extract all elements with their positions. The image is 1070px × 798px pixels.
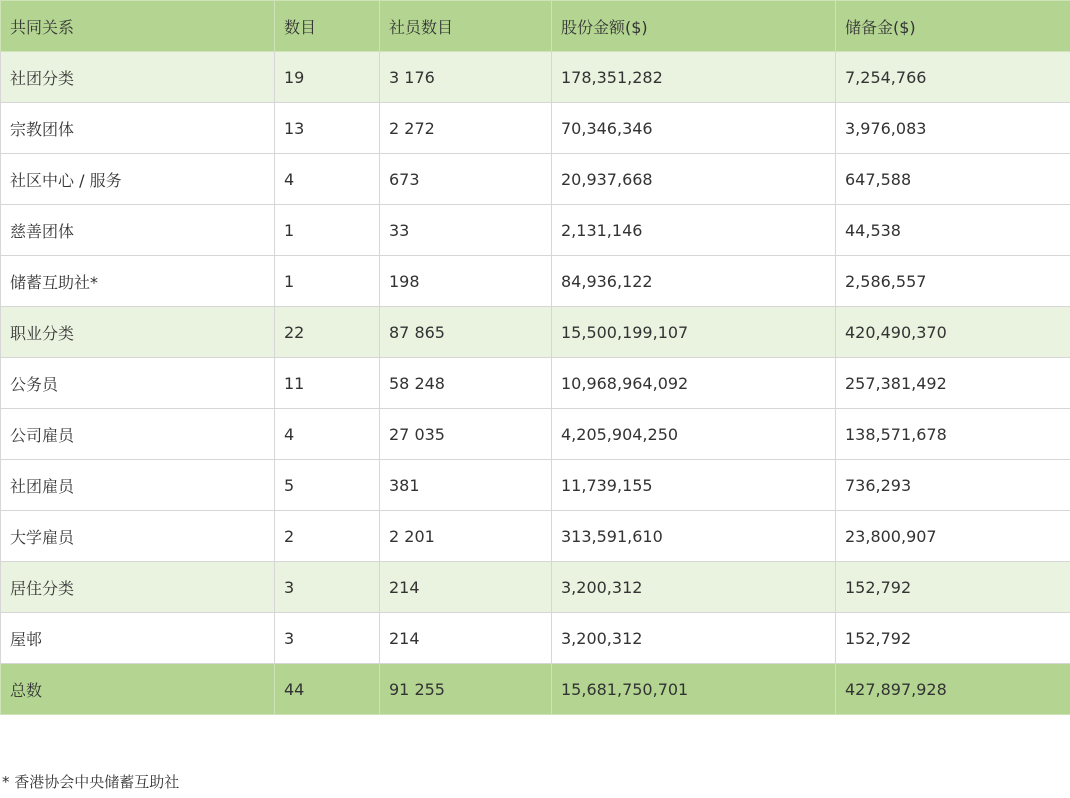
cell-shares: 70,346,346 xyxy=(552,103,836,154)
cell-members: 87 865 xyxy=(380,307,552,358)
table-total-row xyxy=(1,664,1070,715)
cell-count: 2 xyxy=(275,511,380,562)
cell-shares: 2,131,146 xyxy=(552,205,836,256)
table-category-row xyxy=(1,562,1070,613)
cell-reserves: 427,897,928 xyxy=(836,664,1070,715)
table-row xyxy=(1,460,1070,511)
table-category-row xyxy=(1,307,1070,358)
cell-reserves: 3,976,083 xyxy=(836,103,1070,154)
table-body xyxy=(1,52,1070,715)
cell-members: 27 035 xyxy=(380,409,552,460)
cell-count: 4 xyxy=(275,154,380,205)
cell-shares: 10,968,964,092 xyxy=(552,358,836,409)
table-category-row xyxy=(1,52,1070,103)
header-reserves: 储备金($) xyxy=(836,1,1070,52)
cell-members: 33 xyxy=(380,205,552,256)
cell-members: 2 272 xyxy=(380,103,552,154)
cell-members: 91 255 xyxy=(380,664,552,715)
table-row xyxy=(1,103,1070,154)
cell-reserves: 23,800,907 xyxy=(836,511,1070,562)
header-common-bond: 共同关系 xyxy=(1,1,275,52)
cell-reserves: 152,792 xyxy=(836,613,1070,664)
table-row xyxy=(1,409,1070,460)
header-count: 数目 xyxy=(275,1,380,52)
cell-members: 381 xyxy=(380,460,552,511)
cell-reserves: 420,490,370 xyxy=(836,307,1070,358)
cell-common-bond: 居住分类 xyxy=(1,562,275,613)
cell-members: 2 201 xyxy=(380,511,552,562)
cell-members: 58 248 xyxy=(380,358,552,409)
cell-members: 214 xyxy=(380,613,552,664)
cell-common-bond: 慈善团体 xyxy=(1,205,275,256)
cell-common-bond: 大学雇员 xyxy=(1,511,275,562)
table-row xyxy=(1,358,1070,409)
cell-common-bond: 社区中心 / 服务 xyxy=(1,154,275,205)
cell-shares: 20,937,668 xyxy=(552,154,836,205)
cell-count: 1 xyxy=(275,205,380,256)
cell-common-bond: 宗教团体 xyxy=(1,103,275,154)
cell-count: 22 xyxy=(275,307,380,358)
header-shares: 股份金额($) xyxy=(552,1,836,52)
cell-common-bond: 公务员 xyxy=(1,358,275,409)
cell-reserves: 152,792 xyxy=(836,562,1070,613)
footnote: * 香港协会中央储蓄互助社 xyxy=(2,773,180,791)
cell-reserves: 138,571,678 xyxy=(836,409,1070,460)
cell-common-bond: 社团雇员 xyxy=(1,460,275,511)
cell-reserves: 7,254,766 xyxy=(836,52,1070,103)
table-row xyxy=(1,613,1070,664)
cell-common-bond: 社团分类 xyxy=(1,52,275,103)
cell-reserves: 647,588 xyxy=(836,154,1070,205)
table-row xyxy=(1,205,1070,256)
cell-common-bond: 职业分类 xyxy=(1,307,275,358)
table-row xyxy=(1,154,1070,205)
cell-count: 1 xyxy=(275,256,380,307)
cell-members: 214 xyxy=(380,562,552,613)
cell-count: 4 xyxy=(275,409,380,460)
cell-count: 44 xyxy=(275,664,380,715)
cell-count: 3 xyxy=(275,613,380,664)
table-row xyxy=(1,511,1070,562)
cell-members: 3 176 xyxy=(380,52,552,103)
cell-reserves: 44,538 xyxy=(836,205,1070,256)
cell-count: 3 xyxy=(275,562,380,613)
table-header-row xyxy=(1,1,1070,52)
cell-members: 673 xyxy=(380,154,552,205)
table-row xyxy=(1,256,1070,307)
cell-count: 5 xyxy=(275,460,380,511)
cell-common-bond: 储蓄互助社* xyxy=(1,256,275,307)
cell-common-bond: 屋邨 xyxy=(1,613,275,664)
cell-shares: 4,205,904,250 xyxy=(552,409,836,460)
cell-shares: 84,936,122 xyxy=(552,256,836,307)
cell-shares: 11,739,155 xyxy=(552,460,836,511)
header-members: 社员数目 xyxy=(380,1,552,52)
cell-reserves: 2,586,557 xyxy=(836,256,1070,307)
cell-shares: 178,351,282 xyxy=(552,52,836,103)
cell-shares: 3,200,312 xyxy=(552,562,836,613)
cell-shares: 15,681,750,701 xyxy=(552,664,836,715)
cell-reserves: 257,381,492 xyxy=(836,358,1070,409)
cell-reserves: 736,293 xyxy=(836,460,1070,511)
cell-shares: 3,200,312 xyxy=(552,613,836,664)
cell-count: 13 xyxy=(275,103,380,154)
cell-shares: 313,591,610 xyxy=(552,511,836,562)
cell-count: 19 xyxy=(275,52,380,103)
cell-members: 198 xyxy=(380,256,552,307)
cell-shares: 15,500,199,107 xyxy=(552,307,836,358)
cell-common-bond: 总数 xyxy=(1,664,275,715)
cell-count: 11 xyxy=(275,358,380,409)
cell-common-bond: 公司雇员 xyxy=(1,409,275,460)
